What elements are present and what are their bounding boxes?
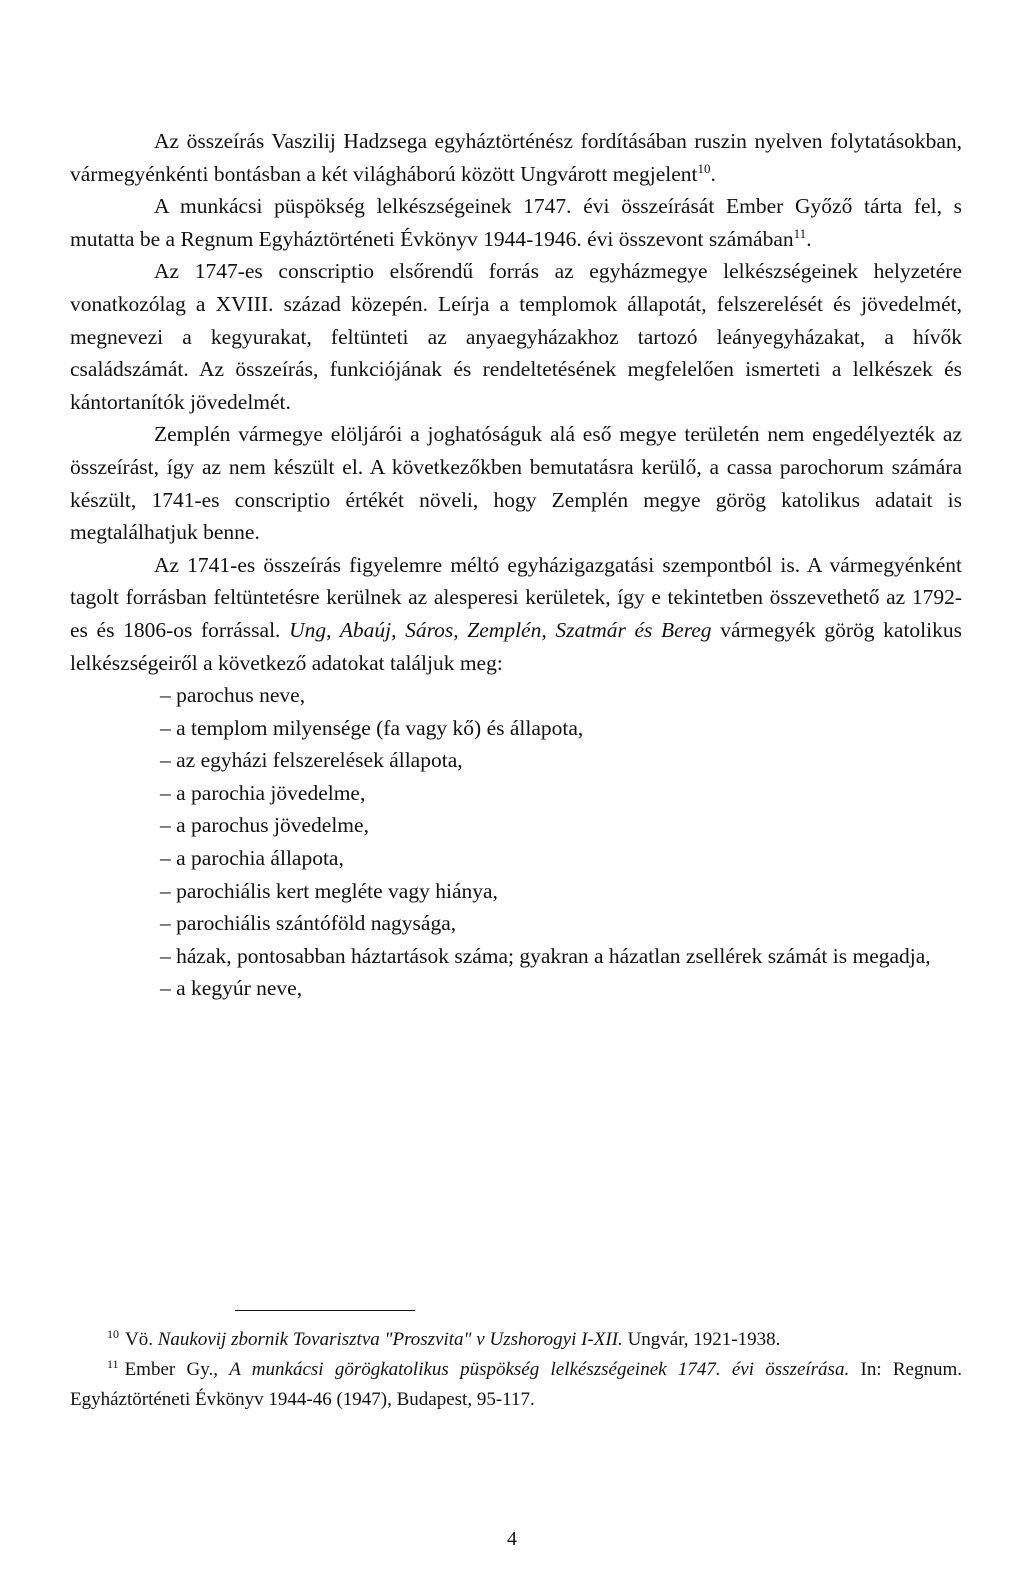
list-item: – a parochus jövedelme,	[160, 813, 369, 838]
paragraph-4: Zemplén vármegye elöljárói a joghatóságuk alá eső megye területén nem engedélyezték az összeírást, így az nem készült el. A következőkben bemutatásra kerülő, a cassa parochorum számára készült, 1741-es conscriptio értékét növeli, hogy Zemplén megye görög katolikus adatait is megtalálhatjuk benne.	[70, 422, 962, 545]
footnote-10	[70, 1325, 962, 1355]
paragraph-5-text-b: vármegyék görög katolikus lelkészségeiről a következő adatokat találjuk meg:	[70, 617, 962, 675]
list-item: – parochiális kert megléte vagy hiánya,	[160, 878, 498, 903]
data-fields-list	[70, 679, 962, 1005]
county-list-italic: Ung, Abaúj, Sáros, Zemplén, Szatmár és Bereg	[289, 617, 712, 642]
footnote-title: Naukovij zbornik Tovarisztva "Proszvita" v Uzshorogyi I-XII.	[157, 1329, 623, 1350]
paragraph-1-end: .	[710, 161, 716, 186]
main-text	[70, 125, 962, 1005]
footnote-title: A munkácsi görögkatolikus püspökség lelkészségeinek 1747. évi összeírása.	[229, 1359, 850, 1380]
paragraph-2-end: .	[806, 226, 812, 251]
list-item: – a kegyúr neve,	[160, 976, 303, 1001]
paragraph-1-text: Az összeírás Vaszilij Hadzsega egyháztörténész fordításában ruszin nyelven folytatásokban, vármegyénkénti bontásban a két világháború között Ungvárott megjelent	[70, 129, 962, 186]
footnotes	[70, 1325, 962, 1415]
paragraph-2-text: A munkácsi püspökség lelkészségeinek 1747. évi összeírását Ember Győző tárta fel, s mutatta be a Regnum Egyháztörténeti Évkönyv 1944-1946. évi összevont számában	[70, 194, 962, 251]
list-item: – a templom milyensége (fa vagy kő) és állapota,	[160, 715, 584, 740]
paragraph-2	[70, 190, 962, 255]
list-item: – parochus neve,	[160, 683, 306, 708]
list-item: – a parochia állapota,	[160, 846, 344, 871]
list-item-text: – házak, pontosabban háztartások száma; gyakran a házatlan zsellérek számát is megadja,	[160, 943, 931, 968]
footnote-number: 11	[107, 1356, 119, 1371]
footnote-ref-11: 11	[793, 225, 807, 241]
list-item	[70, 940, 962, 973]
footnote-divider	[235, 1310, 415, 1311]
footnote-text: Vö.	[125, 1329, 158, 1350]
list-item: – az egyházi felszerelések állapota,	[160, 748, 463, 773]
paragraph-3: Az 1747-es conscriptio elsőrendű forrás az egyházmegye lelkészségeinek helyzetére vonatkozólag a XVIII. század közepén. Leírja a templomok állapotát, felszerelését és jövedelmét, megnevezi a kegyurakat, feltünteti az anyaegyházakhoz tartozó leányegyházakat, a hívők családszámát. Az összeírás, funkciójának és rendeltetésének megfelelően ismerteti a lelkészek és kántortanítók jövedelmét.	[70, 259, 962, 414]
page-number: 4	[507, 1528, 517, 1550]
paragraph-1	[70, 125, 962, 190]
footnote-text: Ember Gy.,	[124, 1359, 230, 1380]
footnote-11	[70, 1355, 962, 1415]
footnote-text: Ungvár, 1921-1938.	[622, 1329, 781, 1350]
footnote-text: In: Regnum. Egyháztörténeti Évkönyv 1944-46 (1947), Budapest, 95-117.	[70, 1359, 963, 1410]
paragraph-5	[70, 549, 962, 679]
footnote-ref-10: 10	[697, 160, 711, 176]
list-item: – a parochia jövedelme,	[160, 780, 366, 805]
list-item: – parochiális szántóföld nagysága,	[160, 911, 457, 936]
footnote-number: 10	[107, 1326, 119, 1341]
paragraph-5-text-a: Az 1741-es összeírás figyelemre méltó egyházigazgatási szempontból is. A vármegyénként tagolt forrásban feltüntetésre kerülnek az alesperesi kerületek, így e tekintetben összevethető az 1792-es és 1806-os forrással.	[70, 552, 962, 642]
